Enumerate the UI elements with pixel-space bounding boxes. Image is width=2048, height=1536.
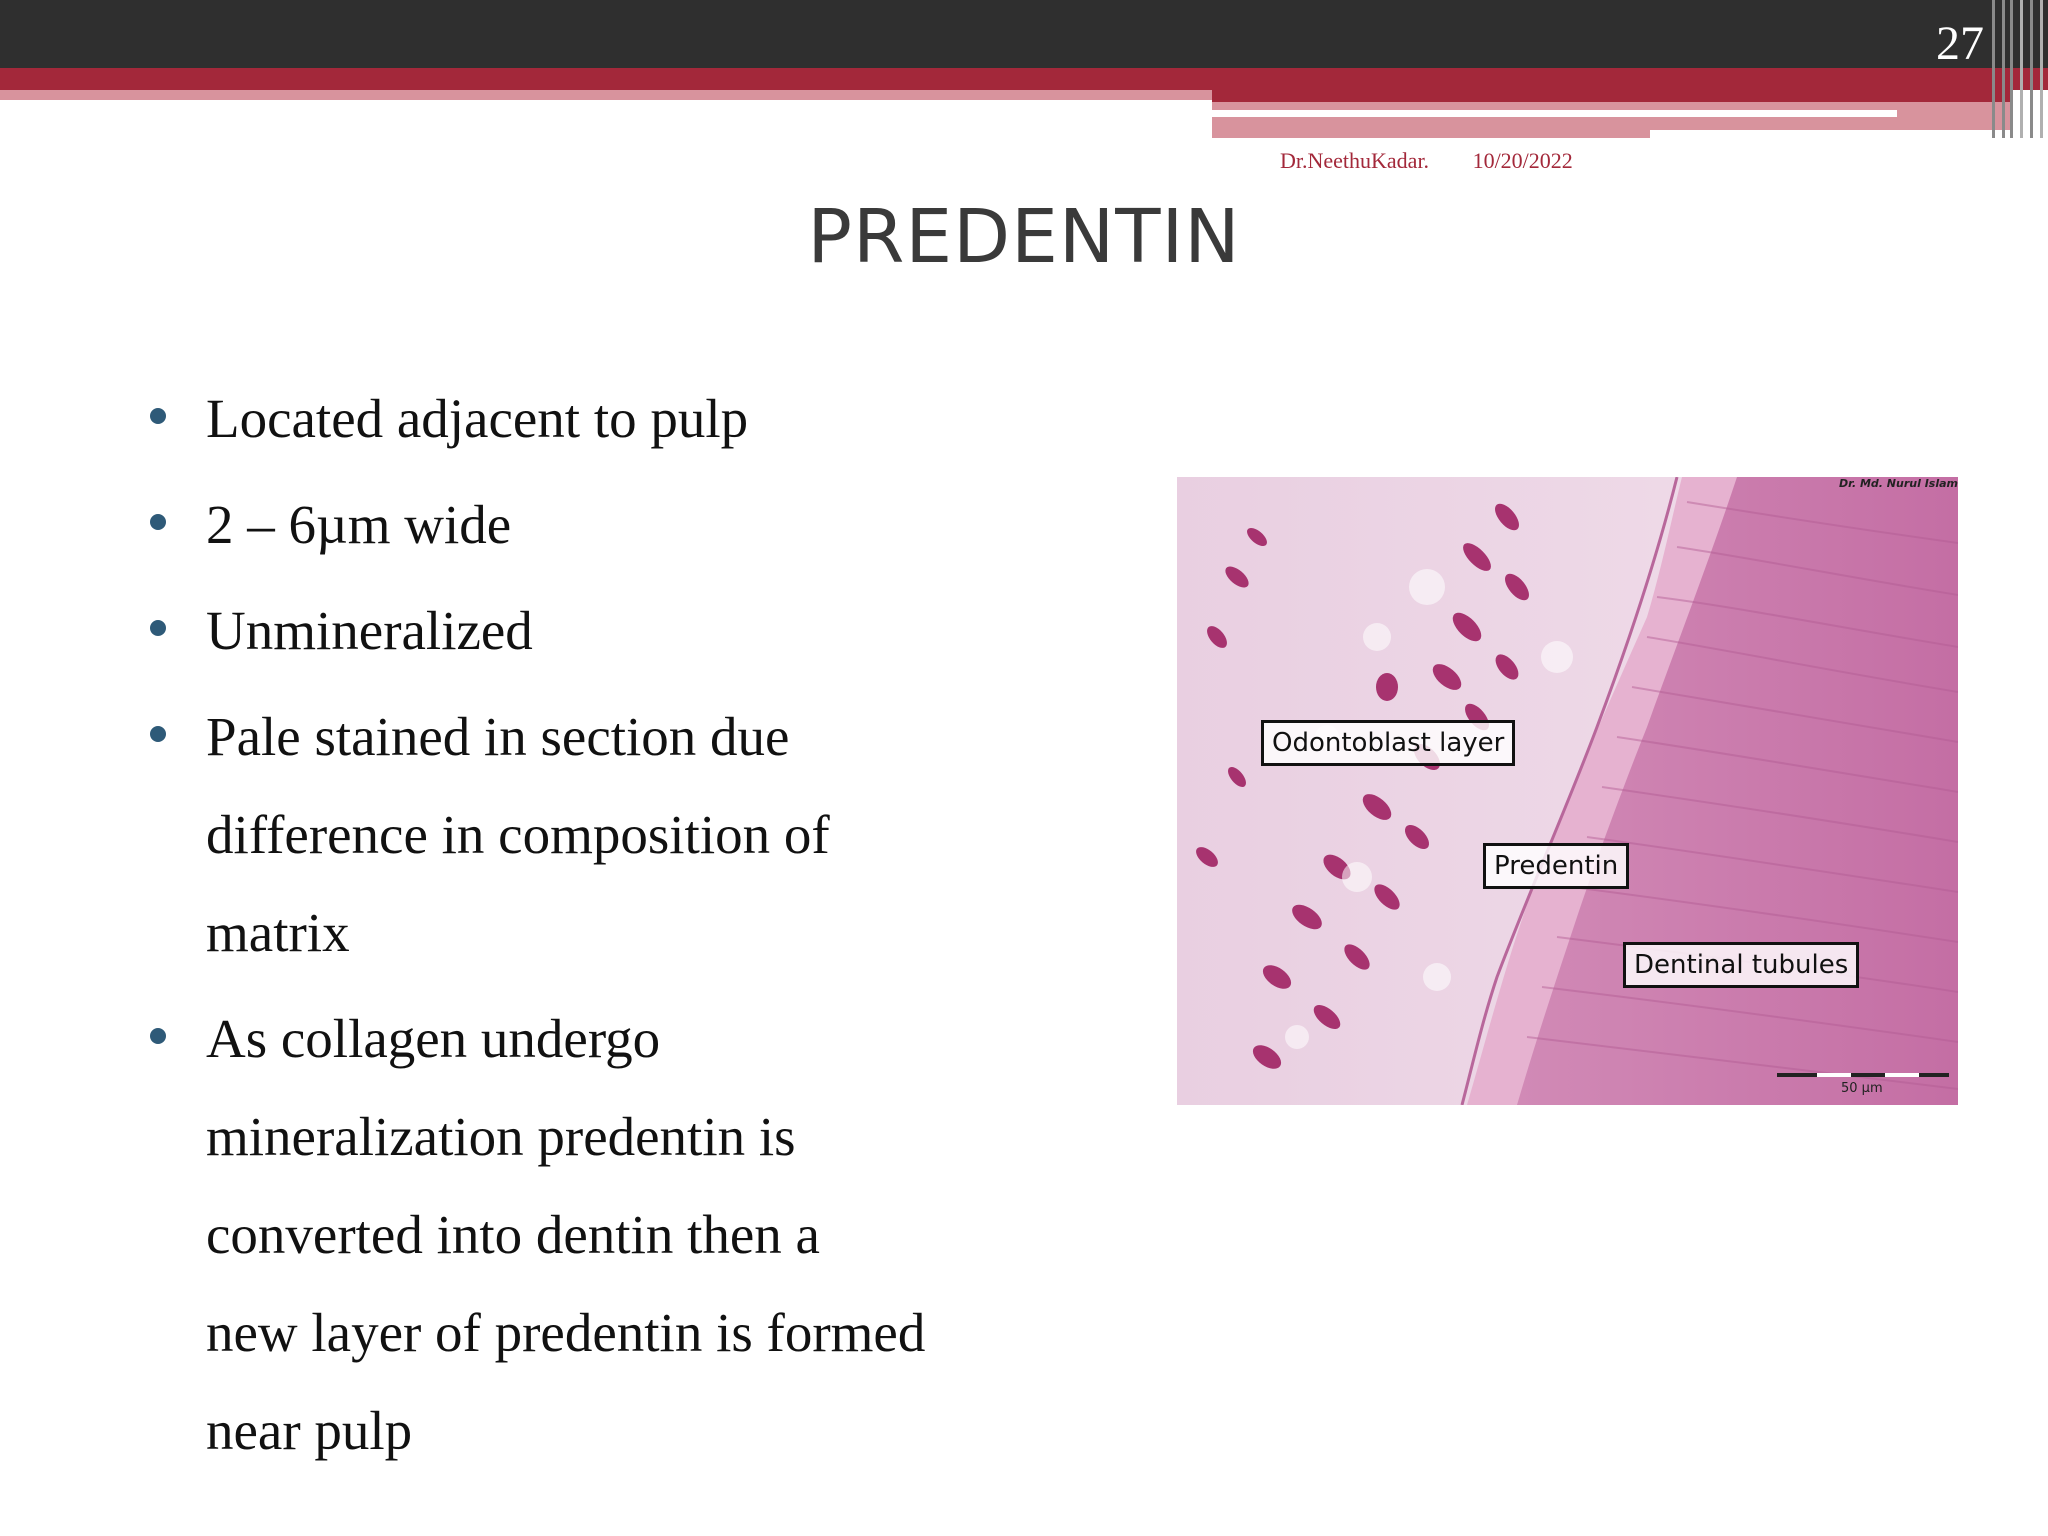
bullet-line: matrix (206, 902, 350, 963)
label-predentin: Predentin (1483, 843, 1629, 889)
bullet-item (140, 990, 1040, 1480)
slide-title: PREDENTIN (807, 194, 1241, 280)
image-credit: Dr. Md. Nurul Islam (1838, 477, 1958, 490)
bullet-dot-icon (150, 514, 166, 530)
scale-bar-label: 50 µm (1841, 1081, 1883, 1096)
histology-micrograph (1177, 477, 1958, 1105)
label-odontoblast-layer: Odontoblast layer (1261, 720, 1515, 766)
slide-date: 10/20/2022 (1472, 148, 1573, 173)
bullet-line: converted into dentin then a (206, 1204, 820, 1265)
header-vertical-stripes (1988, 0, 2048, 138)
bullet-list (140, 370, 1040, 1480)
bullet-line: Pale stained in section due (206, 706, 790, 767)
bullet-item (140, 370, 1040, 468)
slide-number: 27 (1936, 17, 1984, 70)
header-white-line (1212, 110, 1897, 117)
bullet-line: near pulp (206, 1400, 413, 1461)
header-red-bar (0, 68, 2048, 90)
bullet-item (140, 582, 1040, 680)
bullet-item (140, 688, 1040, 982)
bullet-line: mineralization predentin is (206, 1106, 796, 1167)
bullet-dot-icon (150, 408, 166, 424)
header-dark-bar (0, 0, 2048, 68)
micrograph-drawing (1177, 477, 1958, 1105)
bullet-dot-icon (150, 726, 166, 742)
bullet-line: Unmineralized (206, 600, 533, 661)
header-pink-bar-left (0, 90, 1212, 100)
author-name: Dr.NeethuKadar. (1280, 148, 1430, 173)
header-red-bar-right (1212, 90, 2012, 102)
slide-footer-info (1280, 148, 1573, 174)
bullet-dot-icon (150, 1028, 166, 1044)
bullet-line: 2 – 6µm wide (206, 494, 512, 555)
bullet-line: difference in composition of (206, 804, 830, 865)
header-white-line-short (1650, 130, 2010, 138)
label-dentinal-tubules: Dentinal tubules (1623, 942, 1859, 988)
bullet-line: Located adjacent to pulp (206, 388, 749, 449)
bullet-line: new layer of predentin is formed (206, 1302, 926, 1363)
bullet-line: As collagen undergo (206, 1008, 661, 1069)
scale-bar (1777, 1073, 1949, 1077)
bullet-item (140, 476, 1040, 574)
bullet-dot-icon (150, 620, 166, 636)
